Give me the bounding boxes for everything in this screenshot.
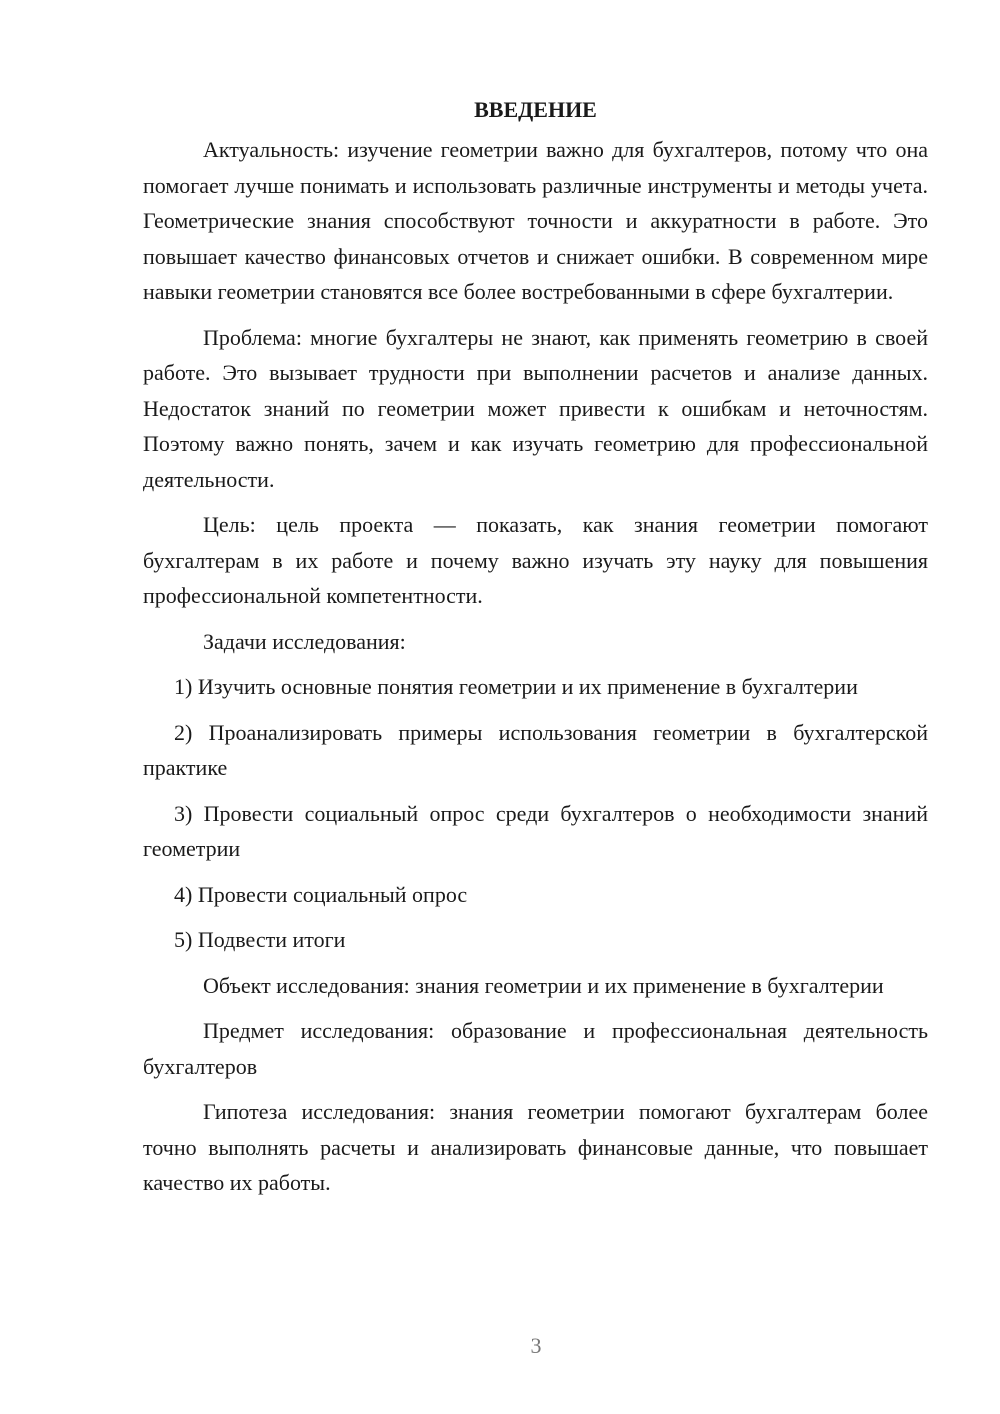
page-number: 3: [530, 1333, 542, 1358]
task-item-5: 5) Подвести итоги: [174, 927, 346, 952]
tasks-title: Задачи исследования:: [203, 628, 406, 654]
document-body: [143, 92, 928, 1211]
task-item-1: 1) Изучить основные понятия геометрии и их применение в бухгалтерии: [174, 674, 858, 699]
paragraph-subject: Предмет исследования: образование и профессиональная деятельность бухгалтеров: [143, 1018, 928, 1079]
paragraph-problem: Проблема: многие бухгалтеры не знают, как применять геометрию в своей работе. Это вызывает трудности при выполнении расчетов и анализе данных. Недостаток знаний по геометрии может привести к ошибкам и неточностям. Поэтому важно понять, зачем и как изучать геометрию для профессиональной деятельности.: [143, 324, 928, 492]
section-heading: ВВЕДЕНИЕ: [474, 97, 597, 122]
task-item-4: 4) Провести социальный опрос: [174, 881, 468, 907]
paragraph-goal: Цель: цель проекта — показать, как знания геометрии помогают бухгалтерам в их работе и почему важно изучать эту науку для повышения профессиональной компетентности.: [143, 512, 928, 608]
paragraph-object: Объект исследования: знания геометрии и их применение в бухгалтерии: [203, 972, 884, 998]
paragraph-relevance: Актуальность: изучение геометрии важно для бухгалтеров, потому что она помогает лучше понимать и использовать различные инструменты и методы учета. Геометрические знания способствуют точности и аккуратности в работе. Это повышает качество финансовых отчетов и снижает ошибки. В современном мире навыки геометрии становятся все более востребованными в сфере бухгалтерии.: [143, 137, 928, 304]
task-item-3: 3) Провести социальный опрос среди бухгалтеров о необходимости знаний геометрии: [143, 800, 928, 861]
paragraph-hypothesis: Гипотеза исследования: знания геометрии помогают бухгалтерам более точно выполнять расчеты и анализировать финансовые данные, что повышает качество их работы.: [143, 1099, 928, 1195]
task-item-2: 2) Проанализировать примеры использования геометрии в бухгалтерской практике: [143, 719, 928, 780]
